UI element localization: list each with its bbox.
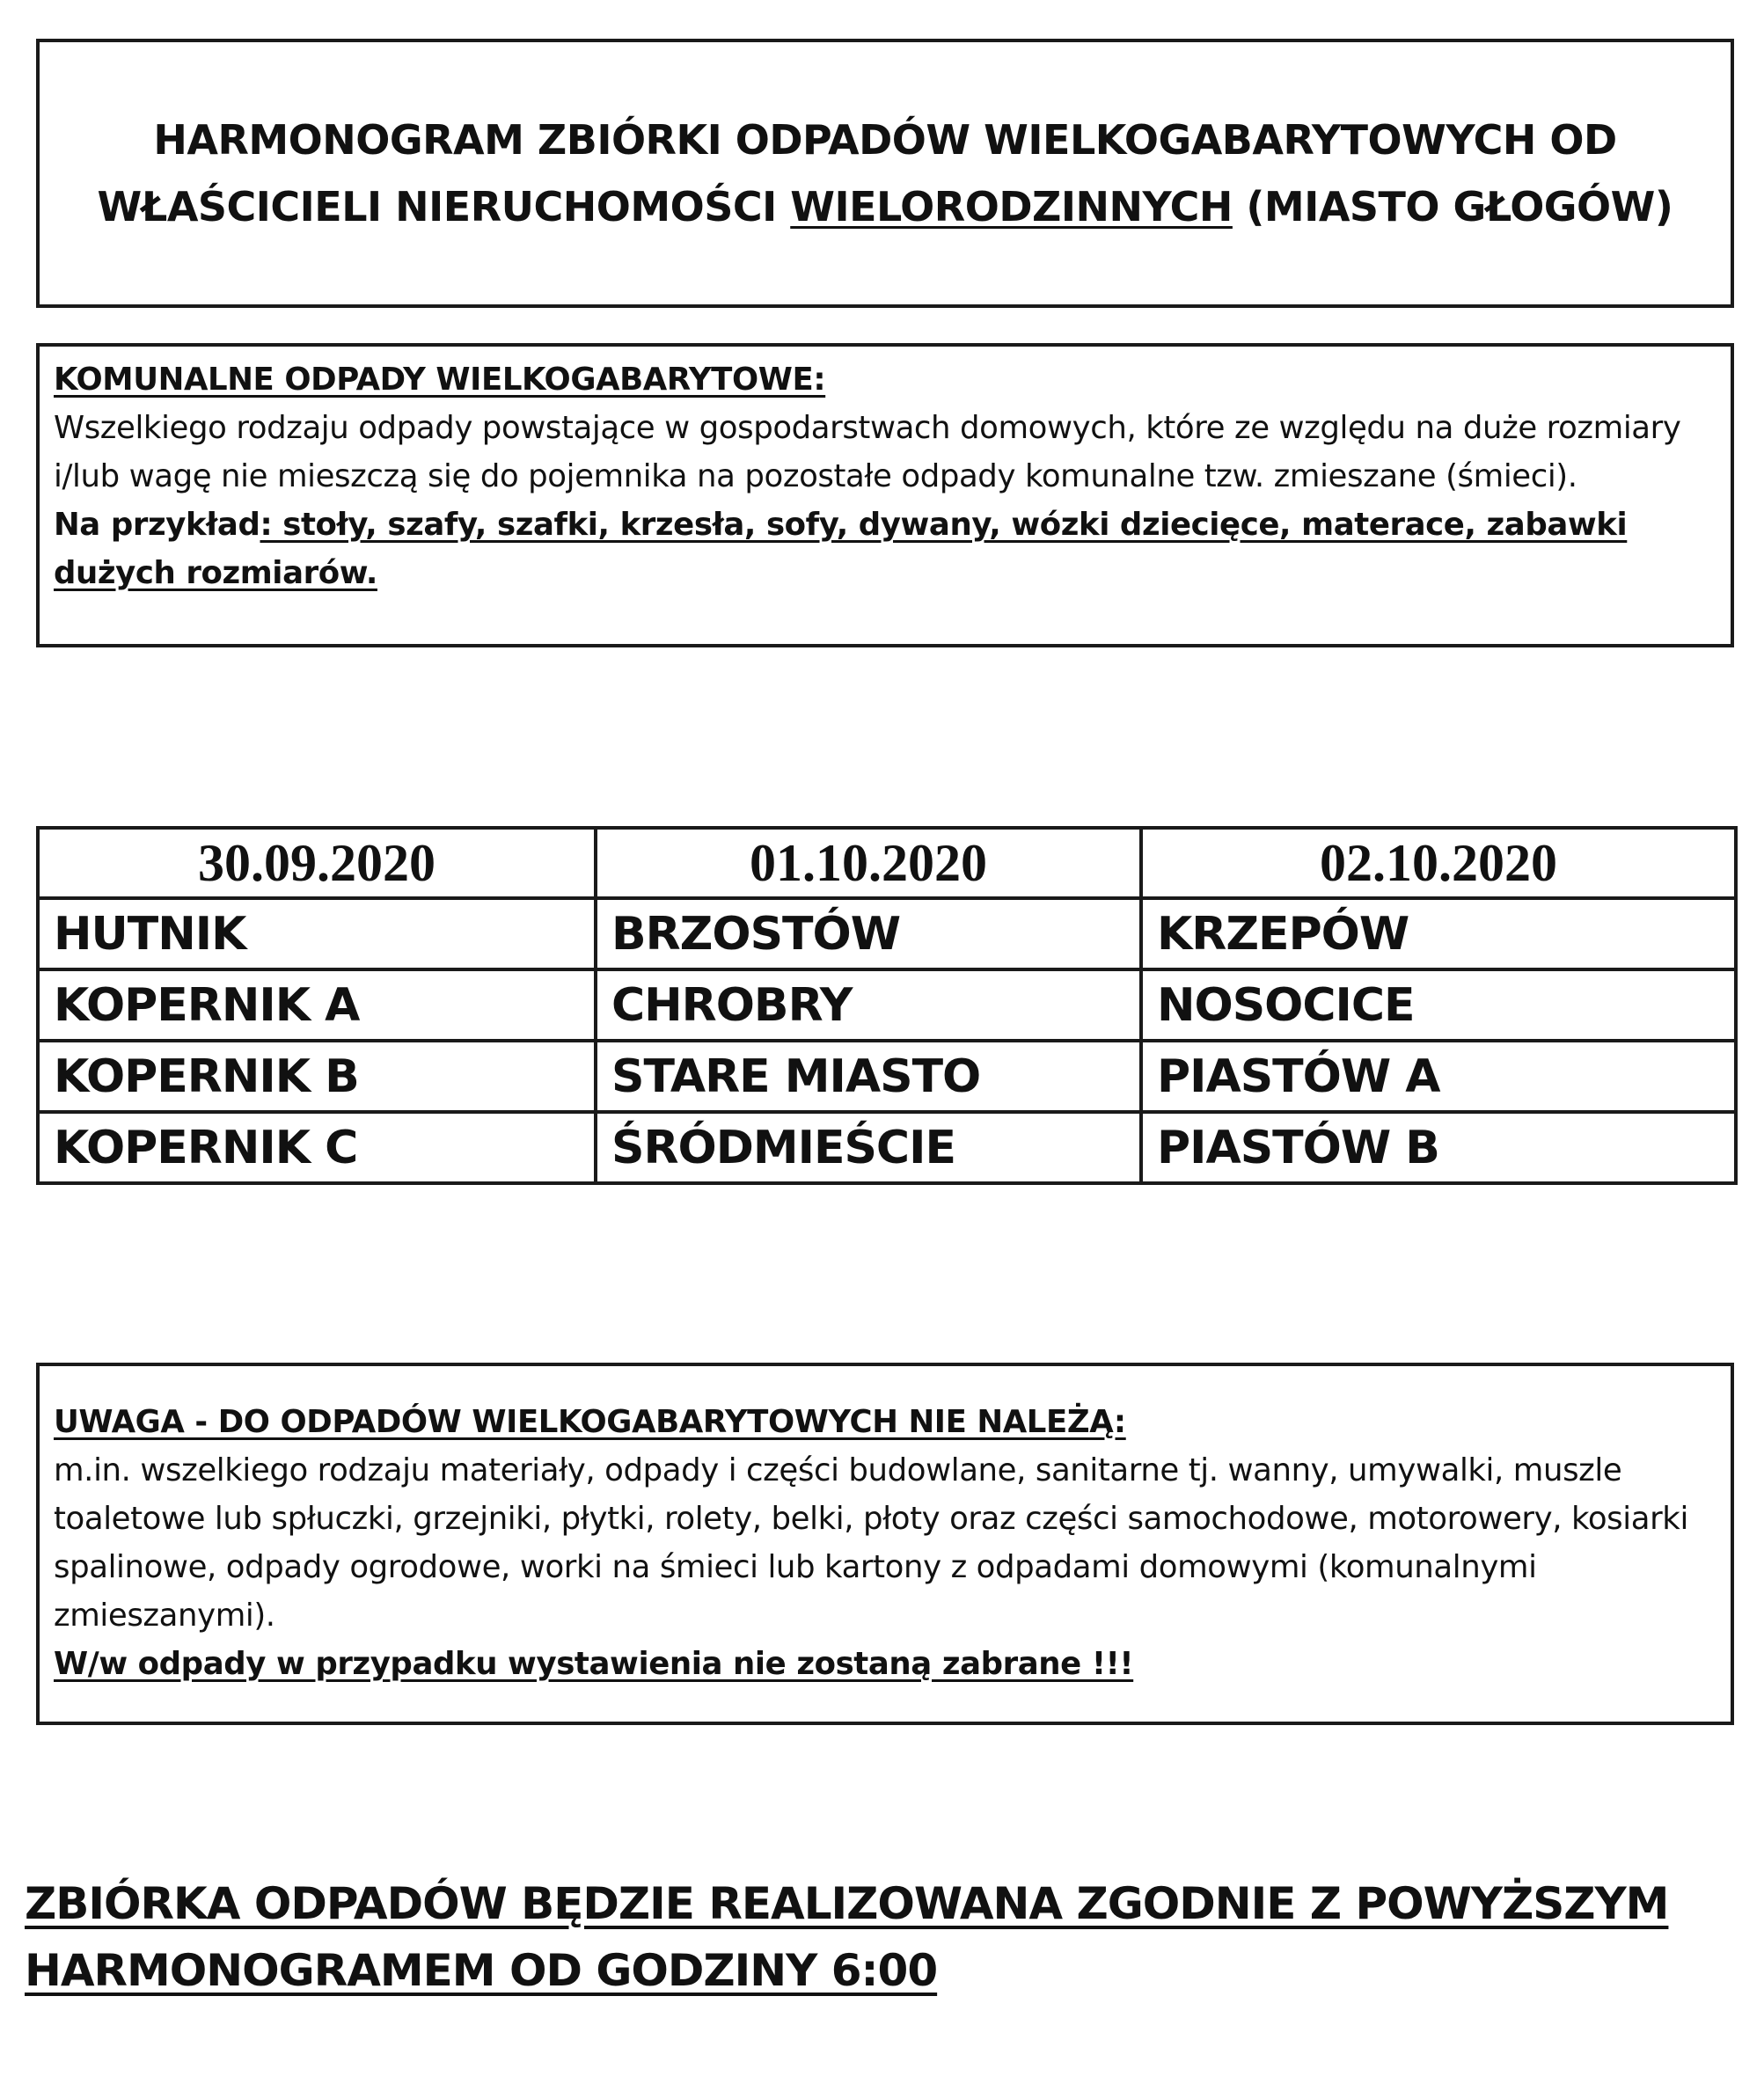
schedule-area-cell: BRZOSTÓW: [596, 898, 1141, 969]
example-label: Na przykład: [54, 507, 260, 543]
schedule-area-cell: KRZEPÓW: [1141, 898, 1736, 969]
schedule-date-header: 01.10.2020: [596, 828, 1141, 898]
schedule-table: [36, 826, 1738, 1185]
schedule-area-cell: CHROBRY: [596, 969, 1141, 1041]
warning-box: [36, 1363, 1734, 1725]
warning-body: m.in. wszelkiego rodzaju materiały, odpady i części budowlane, sanitarne tj. wanny, umywalki, muszle toaletowe lub spłuczki, grzejniki, płytki, rolety, belki, płoty oraz części samochodowe, motorowery, kosiarki spalinowe, odpady ogrodowe, worki na śmieci lub kartony z odpadami domowymi (komunalnymi zmieszanymi).: [54, 1452, 1688, 1634]
warning-note: [54, 1640, 1716, 1688]
table-row: [38, 1041, 1736, 1112]
table-row: [38, 898, 1736, 969]
table-row: [38, 969, 1736, 1041]
table-row: [38, 1112, 1736, 1183]
schedule-header-row: [38, 828, 1736, 898]
warning-note-text: W/w odpady w przypadku wystawienia nie zostaną zabrane !!!: [54, 1646, 1134, 1682]
schedule-area-cell: PIASTÓW B: [1141, 1112, 1736, 1183]
warning-heading: [54, 1398, 1716, 1446]
title-box: [36, 39, 1734, 308]
schedule-area-cell: KOPERNIK B: [38, 1041, 596, 1112]
warning-heading-text: UWAGA - DO ODPADÓW WIELKOGABARYTOWYCH NIE NALEŻĄ:: [54, 1404, 1126, 1440]
schedule-area-cell: STARE MIASTO: [596, 1041, 1141, 1112]
definition-body: Wszelkiego rodzaju odpady powstające w gospodarstwach domowych, które ze względu na duże rozmiary i/lub wagę nie mieszczą się do pojemnika na pozostałe odpady komunalne tzw. zmieszane (śmieci).: [54, 410, 1681, 494]
schedule-date-header: 30.09.2020: [38, 828, 596, 898]
footer-notice: [25, 1870, 1668, 2004]
footer-line-1: ZBIÓRKA ODPADÓW BĘDZIE REALIZOWANA ZGODNIE Z POWYŻSZYM: [25, 1878, 1669, 1929]
schedule-area-cell: PIASTÓW A: [1141, 1041, 1736, 1112]
schedule-area-cell: NOSOCICE: [1141, 969, 1736, 1041]
title-suffix: (MIASTO GŁOGÓW): [1232, 183, 1673, 230]
definition-heading-text: KOMUNALNE ODPADY WIELKOGABARYTOWE:: [54, 362, 826, 398]
definition-heading: [54, 355, 1716, 404]
schedule-area-cell: HUTNIK: [38, 898, 596, 969]
example-items: : stoły, szafy, szafki, krzesła, sofy, dywany, wózki dziecięce, materace, zabawki dużych rozmiarów.: [54, 507, 1628, 591]
schedule-area-cell: KOPERNIK C: [38, 1112, 596, 1183]
footer-line-2: HARMONOGRAMEM OD GODZINY 6:00: [25, 1945, 938, 1996]
definition-box: [36, 343, 1734, 647]
schedule-area-cell: ŚRÓDMIEŚCIE: [596, 1112, 1141, 1183]
schedule-date-header: 02.10.2020: [1141, 828, 1736, 898]
title-underlined-word: WIELORODZINNYCH: [790, 183, 1233, 230]
schedule-area-cell: KOPERNIK A: [38, 969, 596, 1041]
title-prefix: WŁAŚCICIELI NIERUCHOMOŚCI: [97, 183, 791, 230]
document-title-line-1: HARMONOGRAM ZBIÓRKI ODPADÓW WIELKOGABARYTOWYCH OD: [153, 116, 1617, 164]
document-title-line-2: [98, 173, 1673, 240]
definition-examples: [54, 501, 1716, 597]
